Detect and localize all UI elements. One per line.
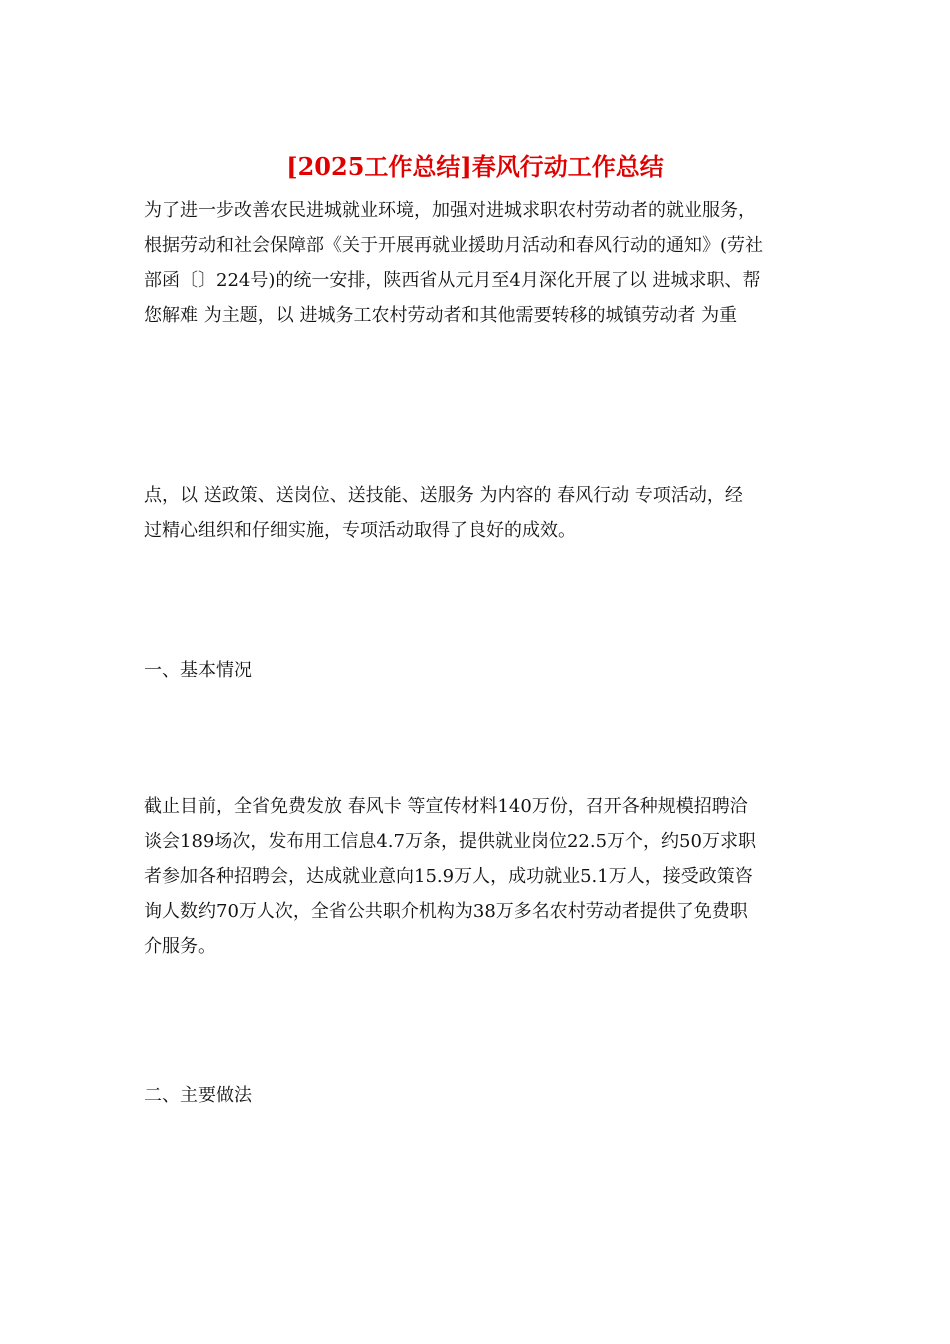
paragraph-line: 为了进一步改善农民进城就业环境，加强对进城求职农村劳动者的就业服务，	[144, 200, 756, 221]
section-body-basic-situation	[144, 789, 812, 964]
paragraph-line: 截止目前，全省免费发放 春风卡 等宣传材料140万份，召开各种规模招聘洽	[144, 796, 748, 817]
document-title: [2025工作总结]春风行动工作总结	[286, 152, 664, 181]
paragraph-line: 者参加各种招聘会，达成就业意向15.9万人，成功就业5.1万人，接受政策咨	[144, 866, 753, 887]
section-heading: 一、基本情况	[144, 660, 252, 681]
section-heading-main-practices	[144, 1078, 812, 1113]
intro-paragraph-continued	[144, 478, 812, 548]
paragraph-line: 您解难 为主题，以 进城务工农村劳动者和其他需要转移的城镇劳动者 为重	[144, 305, 738, 326]
paragraph-line: 谈会189场次，发布用工信息4.7万条，提供就业岗位22.5万个，约50万求职	[144, 831, 756, 852]
paragraph-line: 介服务。	[144, 936, 216, 957]
intro-paragraph	[144, 193, 812, 333]
section-heading: 二、主要做法	[144, 1085, 252, 1106]
paragraph-line: 点，以 送政策、送岗位、送技能、送服务 为内容的 春风行动 专项活动，经	[144, 485, 743, 506]
paragraph-line: 根据劳动和社会保障部《关于开展再就业援助月活动和春风行动的通知》(劳社	[144, 235, 764, 256]
paragraph-line: 部函〔〕224号)的统一安排，陕西省从元月至4月深化开展了以 进城求职、帮	[144, 270, 761, 291]
section-heading-basic-situation	[144, 653, 812, 688]
paragraph-line: 询人数约70万人次，全省公共职介机构为38万多名农村劳动者提供了免费职	[144, 901, 748, 922]
paragraph-line: 过精心组织和仔细实施，专项活动取得了良好的成效。	[144, 520, 576, 541]
